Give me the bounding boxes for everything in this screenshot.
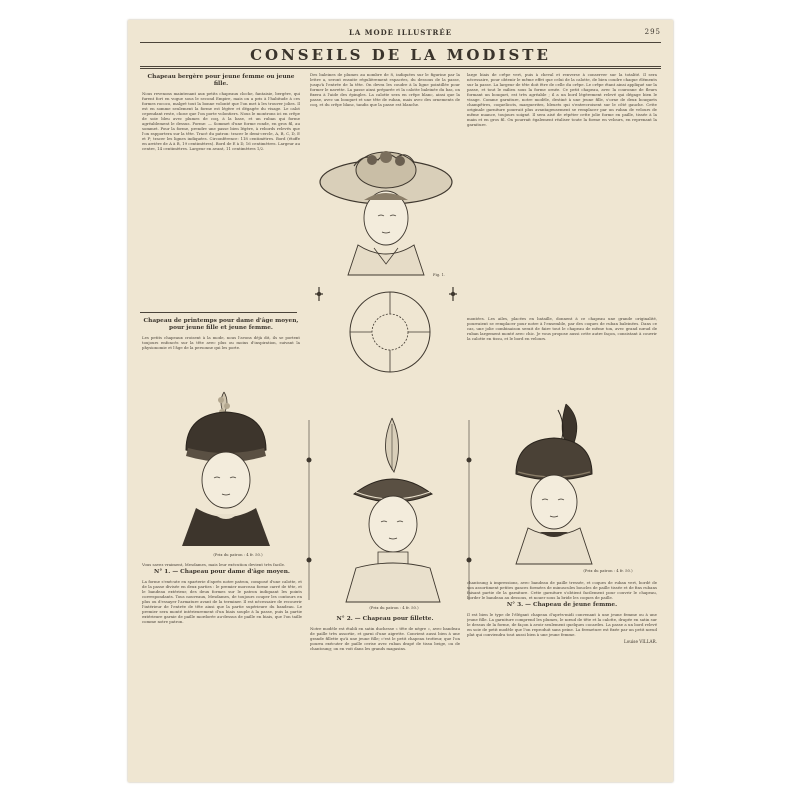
continuation-text: montées. Les ailes, placées en bataille, donnent à ce chapeau une grande originalité, pourraient se remplacer pour notre à l'ensemble, par des coques de ruban baleinées. Dans ce cas, une jolie combinaison serait de faire tout le chapeau de même ton, avec grand nœud de ruban largement monté avec chic. Je vous propose aussi cette autre façon, consistant à couvrir la calotte en tissu, et le bord en velours. [467,316,657,341]
article-heading: N° 3. — Chapeau de jeune femme. [506,602,618,608]
article-continuation-col3-mid [467,316,657,396]
article-text: Notre modèle est établi en satin duchesse « tête de nègre », avec bandeau de paille très assortie, et garni d'une aigrette. Convient aussi bien à une grande fillette qu'à une jeune fille; c'est le petit chapeau trotteur, que l'on pourra exécuter de paille cerise avec ruban drapé de tissu beige, ou de chantoung; on en voit dans les grands magasins. [310,626,460,651]
title-rule-2 [140,68,661,69]
figure-1-bergere-hat [314,130,459,278]
article-text: Les petits chapeaux croisent à la mode, nous l'avons déjà dit, ils se portent toujours enfoncés sur la tête avec plus ou moins d'inspiration, suivant la physionomie et l'âge de la personne qui les porte. [142,335,300,350]
page-number: 295 [644,28,661,36]
article-n2 [310,614,460,774]
article-heading: N° 1. — Chapeau pour dame d'âge moyen. [154,569,290,575]
figure-hat-n2 [330,416,456,606]
article-continuation-col2 [310,72,460,124]
header-rule [140,42,661,43]
figure-hat-n3 [488,400,618,568]
ornament-icon [464,420,474,600]
continuation-text: chantoung à impressions, avec bandeau de paille tressée, et coques de ruban vert, bordé de son assortiment petites gances formées de minuscules boucles de paille tissée et de fins rubans faisant partie de la garniture. Cette garniture s'obtient facilement pour couvrir le chapeau, border le bandeau au dessous, et nouer sous la bride les coques de paille. [467,580,657,600]
running-title: LA MODE ILLUSTRÉE [348,28,453,37]
continuation-text: large biais de crêpe vert, puis à cheval et renverse à conserver sur la totalité. Il sera nécessaire, pour obtenir le même effet que celui de la calotte, de bien coudre chaque éléments sur la passe. La largeur de tête doit être de celle du crêpe. Le crêpe étant ainsi appliqué sur la passe, et tout le milieu sous la forme ornée. Ce petit chapeau, avec la couronne de fleurs formant un bouquet, est très agréable ; il a un bord légèrement relevé qui dégage bien le visage. Comme garniture, notre modèle, destiné à une jeune fille, s'orne de deux bouquets champêtres, coquelicots, marguerites, bleuets qui s'entrecroisent sur le côté gauche. Cette originale garniture pourrait plus avantageusement se remplacer par un ruban de velours de même nuance, toujours soigné. Il sera aisé de répéter cette jolie forme en paille, tissée à la main et en gros fil. On pourrait également réaliser toute la forme en velours, en reprenant la garniture. [467,72,657,127]
figure-1-caption: Fig. 1. [432,272,446,277]
ornament-icon [314,286,324,302]
title-rule [140,66,661,67]
article-bergere [142,72,300,307]
magazine-page [128,20,673,782]
figure-hat-n1 [166,390,284,550]
article-text: Il est bien le type de l'élégant chapeau d'après-midi convenant à une jeune femme ou à une jeune fille. La garniture comprend les plumes, le nœud de tête et la calotte, drapée en satin sur le dessus de la forme, de façon à avoir seulement quelques cocardes. La passe a un bord relevé en soie de petit modèle que l'on reproduit sans peine. La fermeture est fixée par un petit nœud plat qui conviendra tout aussi bien à une jeune femme. [467,612,657,637]
running-header [128,28,673,42]
author-signature: Louise VILLAR. [623,639,657,644]
ornament-icon [304,420,314,600]
ornament-icon [448,286,458,302]
article-heading: N° 2. — Chapeau pour fillette. [336,616,434,622]
figure-n3-caption: (Prix du patron : 4 fr. 50.) [583,568,633,573]
figure-n2-caption: (Prix du patron : 4 fr. 50.) [369,605,419,610]
figure-n1-caption: (Prix du patron : 4 fr. 50.) [213,552,263,557]
article-text: La forme s'exécute en sparterie d'après notre patron, composé d'une calotte, et de la passe divisée en deux parties : le premier morceau forme carré de tête, et le bandeau extérieur, des deux formes sur le patron indiquant les points correspondants. Tous nouveaux, Mesdames, de toujours couper les contours en plus ou d'essayer l'armature avant de la terminer. Il est nécessaire de recouvrir l'intérieur de l'entrée de tête ainsi que la partie supérieure du bandeau. Le premier sera monté intérieurement d'un biais souple à la passe, puis la partie extérieure garnie de paille mordorée au-dessus de paille en biais, que l'on taille comme notre patron. [142,579,302,624]
article-text: Nous revenons maintenant aux petits chapeaux cloche, fantaisie, bergère, qui furent fort en vogue sous le second Empire, mais on a pris à l'habitude à ces formes rococo, malgré tout la bonne volonté que l'on met à les trouver jolies. Il est en somme seulement la forme est légère et dégagée du visage. Le calot cependant reste, chose que l'on porte volontiers. Nous le montrons ici en crêpe de soie bleu avec plumes de coq, à la base, et un ruban qui forme agréablement le dessus. Forme: — Sommet d'une forme ronde, en gros fil, au sommet. Pour la forme, prendre une passe bien légère, à rebords relevés que l'on rapportera sur la tête. Tracé du patron: tracer le demi-cercle, A, B, C, D, E et F; tracer les lignes indiquées. Circonférence: 118 centimètres. Bord (étoffe en arrière de A à B, 19 centimètres). Bord de E à D, 16 centimètres. Largeur au centre, 14 centimètres. Largeur en avant, 11 centimètres 1/2. [142,91,300,151]
pattern-diagram [346,288,434,376]
continuation-text: Des baleines de plumes au nombre de 8, indiquées sur le figurine par la lettre a, seront ensuite régulièrement espacées, du dessous de la passe, jusqu'à l'entrée de la tête. On devra les coudre à la ligne pointillée pour former le navette. La passe ainsi préparée et la calotte baleinée du bas, on fixera à l'aide des épingles. La calotte sera en crêpe blanc, ainsi que la passe, avec un bouquet et une tête de ruban, mais avec des ornements de coq, et du crêpe blanc, tandis que la passe est blanche. [310,72,460,107]
article-continuation-col3 [467,72,657,312]
continuation-text: Vous savez vraiment, Mesdames, mais leur exécution devient très facile. [142,562,286,567]
article-heading: Chapeau de printemps pour dame d'âge moyen, pour jeune fille et jeune femme. [143,318,299,331]
section-rule [140,312,297,313]
article-n1 [142,562,302,774]
article-n3 [467,580,657,774]
page-title: CONSEILS DE LA MODISTE [250,46,551,64]
article-printemps [142,316,300,396]
article-heading: Chapeau bergère pour jeune femme ou jeune fille. [147,74,295,87]
